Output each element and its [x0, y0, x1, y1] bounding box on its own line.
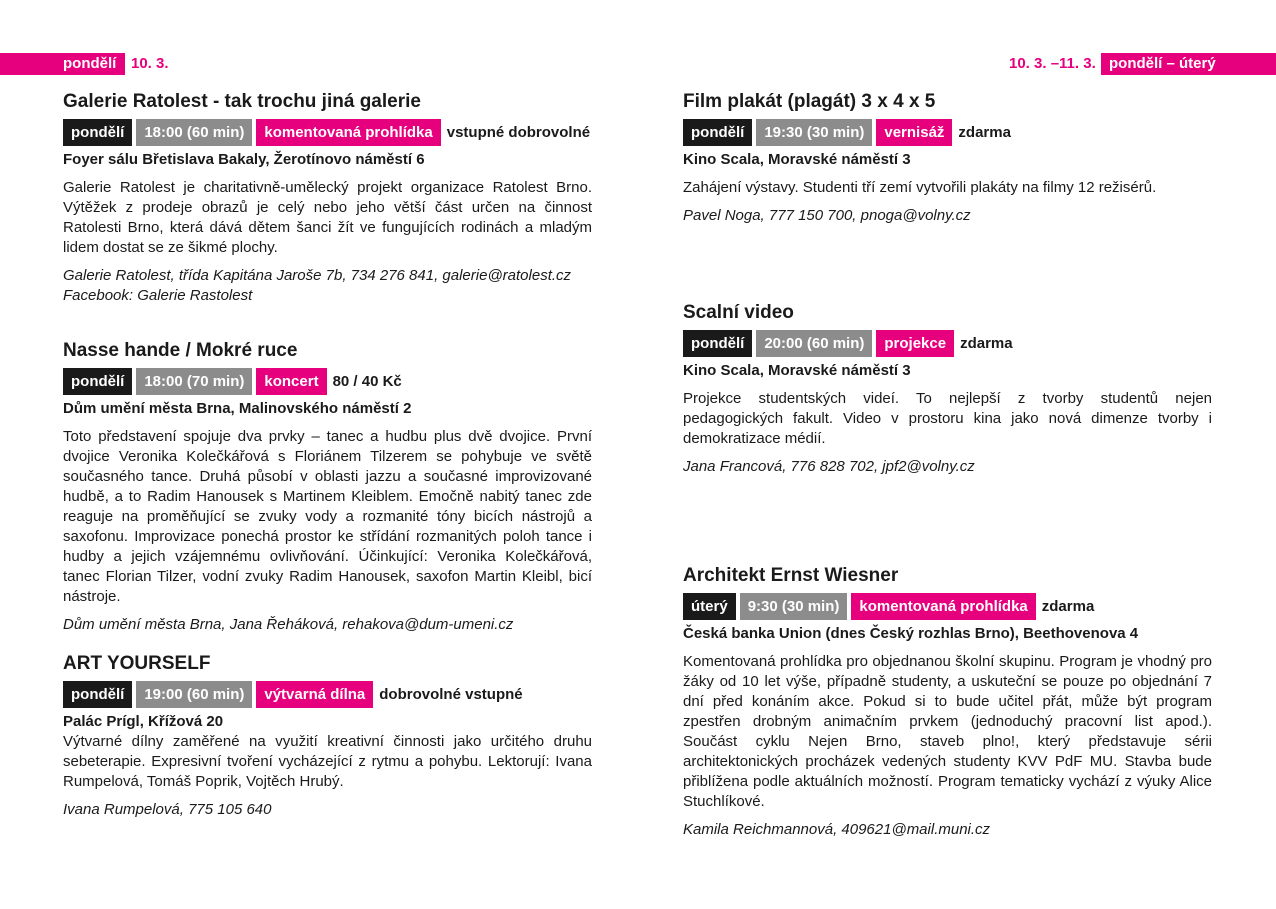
- event-venue: Palác Prígl, Křížová 20: [63, 713, 224, 730]
- event-art-yourself: [63, 651, 592, 820]
- event-contact: Jana Francová, 776 828 702, jpf2@volny.cz: [683, 458, 975, 475]
- header-left-date: 10. 3.: [131, 55, 169, 72]
- header-left-day: pondělí: [63, 55, 117, 72]
- time-tag: 18:00 (60 min): [136, 119, 252, 146]
- event-architekt-wiesner: [683, 563, 1212, 840]
- event-contact-facebook: Facebook: Galerie Rastolest: [63, 287, 253, 304]
- event-scalni-video: [683, 300, 1212, 477]
- event-title: Galerie Ratolest - tak trochu jiná galerie: [63, 91, 421, 112]
- event-tags: [683, 330, 1212, 357]
- event-venue: Česká banka Union (dnes Český rozhlas Brno), Beethovenova 4: [683, 625, 1139, 642]
- event-venue: Foyer sálu Břetislava Bakaly, Žerotínovo náměstí 6: [63, 151, 425, 168]
- time-tag: 9:30 (30 min): [740, 593, 848, 620]
- event-title: Film plakát (plagát) 3 x 4 x 5: [683, 91, 936, 112]
- day-tag: úterý: [683, 593, 736, 620]
- day-tag: pondělí: [63, 681, 132, 708]
- type-tag: výtvarná dílna: [256, 681, 373, 708]
- event-description: Komentovaná prohlídka pro objednanou školní skupinu. Program je vhodný pro žáky od 10 let výše, případně studenty, a uskuteční se pouze po objednání 7 dní před konáním akce. Pokud si to bude učitel přát, může být program zpestřen drobným animačním prvkem (jednoduchý pracovní list apod.). Součást cyklu Nejen Brno, staveb plno!, který představuje sérii architektonických procházek vedených studenty KVV PdF MU. Stavba bude přiblížena podle aktuálních možností. Program tematicky vychází z výuky Alice Stuchlíkové.: [683, 653, 1212, 810]
- day-tag: pondělí: [63, 119, 132, 146]
- price-label: zdarma: [958, 124, 1011, 141]
- event-description: Toto představení spojuje dva prvky – tanec a hudbu plus dvě dvojice. První dvojice Veronika Kolečkářová s Floriánem Tilzerem se pohybuje ve světě současného tance. Druhá působí v oblasti jazzu a současné improvizované hudbě, a to Radim Hanousek s Martinem Kleiblem. Emočně nabitý tanec zde reaguje na proměňující se zvuky vody a rozmanité tóny bicích nástrojů a saxofonu. Improvizace ponechá prostor ke střídání rozmanitých poloh tance i hudby a jejich vzájemnému ovlivňování. Účinkující: Veronika Kolečkářová, tanec Florian Tilzer, vodní zvuky Radim Hanousek, saxofon Martin Kleibl, bicí nástroje.: [63, 428, 592, 605]
- day-tag: pondělí: [683, 330, 752, 357]
- event-tags: [63, 119, 592, 146]
- event-tags: [63, 368, 592, 395]
- type-tag: komentovaná prohlídka: [256, 119, 440, 146]
- time-tag: 20:00 (60 min): [756, 330, 872, 357]
- day-tag: pondělí: [683, 119, 752, 146]
- header-right-days: pondělí – úterý: [1109, 55, 1216, 72]
- price-label: 80 / 40 Kč: [332, 373, 402, 390]
- event-title: Scalní video: [683, 302, 794, 323]
- event-venue: Kino Scala, Moravské náměstí 3: [683, 151, 911, 168]
- event-galerie-ratolest: [63, 89, 592, 306]
- event-description: Projekce studentských videí. To nejlepší z tvorby studentů nejen pedagogických fakult. Video v prostoru kina jako nová dimenze tvorby i demokratizace médií.: [683, 390, 1212, 447]
- type-tag: projekce: [876, 330, 954, 357]
- event-title: Nasse hande / Mokré ruce: [63, 340, 298, 361]
- event-title: ART YOURSELF: [63, 653, 211, 674]
- event-contact: Ivana Rumpelová, 775 105 640: [63, 801, 272, 818]
- event-nasse-hande: [63, 338, 592, 635]
- event-description: Zahájení výstavy. Studenti tří zemí vytvořili plakáty na filmy 12 režisérů.: [683, 179, 1157, 196]
- time-tag: 18:00 (70 min): [136, 368, 252, 395]
- event-contact: Kamila Reichmannová, 409621@mail.muni.cz: [683, 821, 991, 838]
- event-title: Architekt Ernst Wiesner: [683, 565, 899, 586]
- type-tag: komentovaná prohlídka: [851, 593, 1035, 620]
- event-film-plakat: [683, 89, 1212, 226]
- event-contact: Pavel Noga, 777 150 700, pnoga@volny.cz: [683, 207, 971, 224]
- event-tags: [683, 119, 1212, 146]
- type-tag: koncert: [256, 368, 326, 395]
- event-venue: Dům umění města Brna, Malinovského náměstí 2: [63, 400, 412, 417]
- event-tags: [63, 681, 592, 708]
- price-label: zdarma: [1041, 598, 1095, 615]
- day-tag: pondělí: [63, 368, 132, 395]
- time-tag: 19:30 (30 min): [756, 119, 872, 146]
- time-tag: 19:00 (60 min): [136, 681, 252, 708]
- price-label: vstupné dobrovolné: [446, 124, 591, 141]
- event-contact: Galerie Ratolest, třída Kapitána Jaroše 7b, 734 276 841, galerie@ratolest.cz: [63, 267, 572, 284]
- event-tags: [683, 593, 1212, 620]
- event-contact: Dům umění města Brna, Jana Řeháková, rehakova@dum-umeni.cz: [63, 616, 514, 633]
- event-description: Galerie Ratolest je charitativně-umělecký projekt organizace Ratolest Brno. Výtěžek z prodeje obrazů je celý nebo jeho větší část určen na činnost Ratolesti Brno, která dává dětem šanci žít ve fungujících rodinách a mladým lidem dostat se ze šikmé plochy.: [63, 179, 592, 256]
- event-description: Výtvarné dílny zaměřené na využití kreativní činnosti jako určitého druhu sebeterapie. Expresivní tvoření vycházející z rytmu a pohybu. Lektorují: Ivana Rumpelová, Tomáš Poprik, Vojtěch Hrubý.: [63, 733, 592, 790]
- header-right-date: 10. 3. –11. 3.: [1009, 55, 1096, 72]
- price-label: dobrovolné vstupné: [379, 686, 523, 703]
- event-venue: Kino Scala, Moravské náměstí 3: [683, 362, 911, 379]
- type-tag: vernisáž: [876, 119, 952, 146]
- price-label: zdarma: [960, 335, 1013, 352]
